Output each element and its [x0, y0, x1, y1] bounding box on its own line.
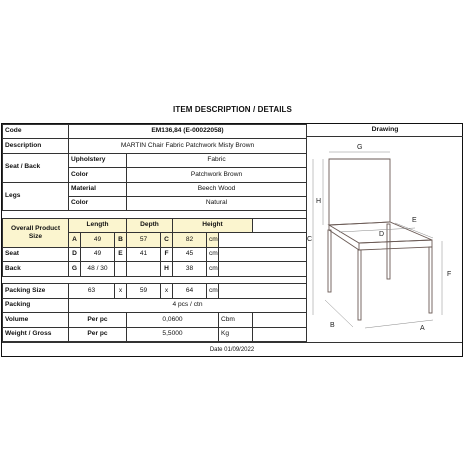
volume-value: 0,0600: [127, 313, 219, 327]
chair-backrest: [329, 159, 390, 225]
spec-table: [2, 124, 307, 342]
overall-size-label: [3, 219, 69, 248]
label-f: F: [447, 271, 452, 278]
dim-value: 45: [173, 247, 207, 261]
packing-size-b: 59: [127, 284, 161, 298]
seat-label: Seat: [3, 247, 69, 261]
material-value: Beech Wood: [127, 182, 307, 196]
dim-letter: H: [161, 262, 173, 276]
dim-value: 57: [127, 233, 161, 247]
packing-size-c: 64: [173, 284, 207, 298]
legs-color-label: Color: [69, 196, 127, 210]
dim-letter: E: [115, 247, 127, 261]
chair-leg-back-left: [328, 230, 331, 292]
spacer-row: [3, 276, 307, 284]
upholstery-value: Fabric: [127, 153, 307, 167]
label-h: H: [316, 198, 322, 205]
weight-unit: Kg: [219, 327, 253, 341]
spacer-row: [3, 211, 307, 219]
packing-row: [3, 298, 307, 312]
dim-value: 49: [81, 233, 115, 247]
dim-value: 48 / 30: [81, 262, 115, 276]
description-row: [3, 139, 307, 153]
dim-unit: cm: [207, 247, 219, 261]
label-e: E: [412, 217, 417, 224]
seat-color-label: Color: [69, 168, 127, 182]
chair-drawing: [306, 137, 463, 342]
chair-leg-front-left: [358, 250, 361, 320]
volume-unit: Cbm: [219, 313, 253, 327]
dim-letter: B: [115, 233, 127, 247]
seat-back-label: Seat / Back: [3, 153, 69, 182]
packing-size-x: x: [115, 284, 127, 298]
legs-label: Legs: [3, 182, 69, 211]
label-c: C: [307, 236, 313, 243]
code-value: EM136,84 (E-00022058): [69, 125, 307, 139]
dim-letter: D: [69, 247, 81, 261]
label-a: A: [420, 325, 425, 332]
code-row: [3, 125, 307, 139]
legs-material-row: [3, 182, 307, 196]
dim-letter: F: [161, 247, 173, 261]
dim-line-d: [339, 228, 415, 232]
description-value: MARTIN Chair Fabric Patchwork Misty Brown: [69, 139, 307, 153]
weight-blank: [253, 327, 307, 341]
dims-blank: [219, 247, 307, 261]
dim-unit: cm: [207, 262, 219, 276]
seat-dims-row: [3, 247, 307, 261]
packing-size-x: x: [161, 284, 173, 298]
dim-value: 82: [173, 233, 207, 247]
dim-line-e: [395, 223, 433, 238]
volume-label: Volume: [3, 313, 69, 327]
legs-color-value: Natural: [127, 196, 307, 210]
material-label: Material: [69, 182, 127, 196]
packing-size-label: Packing Size: [3, 284, 69, 298]
back-dims-row: [3, 262, 307, 276]
packing-size-a: 63: [69, 284, 115, 298]
dims-header-row: [3, 219, 307, 233]
height-header: Height: [173, 219, 253, 233]
chair-drawing-svg: [307, 137, 464, 342]
back-label: Back: [3, 262, 69, 276]
description-label: Description: [3, 139, 69, 153]
packing-size-row: [3, 284, 307, 298]
drawing-header: Drawing: [306, 124, 463, 137]
upholstery-label: Upholstery: [69, 153, 127, 167]
code-label: Code: [3, 125, 69, 139]
packing-size-unit: cm: [207, 284, 219, 298]
volume-row: [3, 313, 307, 327]
packing-blank: [219, 284, 307, 298]
packing-label: Packing: [3, 298, 69, 312]
dims-header-blank: [253, 219, 307, 233]
chair-leg-back-right: [387, 224, 390, 279]
dim-value: 49: [81, 247, 115, 261]
overall-label-line2: Size: [28, 232, 43, 240]
dim-letter: [115, 262, 127, 276]
dims-blank: [219, 233, 307, 247]
dim-value: 41: [127, 247, 161, 261]
label-g: G: [357, 144, 363, 151]
dim-letter: C: [161, 233, 173, 247]
dim-value: 38: [173, 262, 207, 276]
packing-value: 4 pcs / ctn: [69, 298, 307, 312]
upholstery-row: [3, 153, 307, 167]
dim-letter: A: [69, 233, 81, 247]
chair-seat-front: [359, 240, 432, 250]
length-header: Length: [69, 219, 127, 233]
dim-letter: G: [69, 262, 81, 276]
weight-per: Per pc: [69, 327, 127, 341]
dim-unit: cm: [207, 233, 219, 247]
weight-row: [3, 327, 307, 341]
volume-blank: [253, 313, 307, 327]
dim-value: [127, 262, 161, 276]
dims-blank: [219, 262, 307, 276]
weight-value: 5,5000: [127, 327, 219, 341]
label-b: B: [330, 322, 335, 329]
overall-label-line1: Overall Product: [10, 224, 61, 232]
spec-sheet: [1, 123, 463, 357]
volume-per: Per pc: [69, 313, 127, 327]
page-title: ITEM DESCRIPTION / DETAILS: [173, 105, 292, 114]
chair-leg-front-right: [429, 247, 432, 313]
depth-header: Depth: [127, 219, 173, 233]
label-d: D: [379, 231, 385, 238]
weight-label: Weight / Gross: [3, 327, 69, 341]
seat-color-value: Patchwork Brown: [127, 168, 307, 182]
date-footer: Date 01/09/2022: [2, 342, 462, 357]
